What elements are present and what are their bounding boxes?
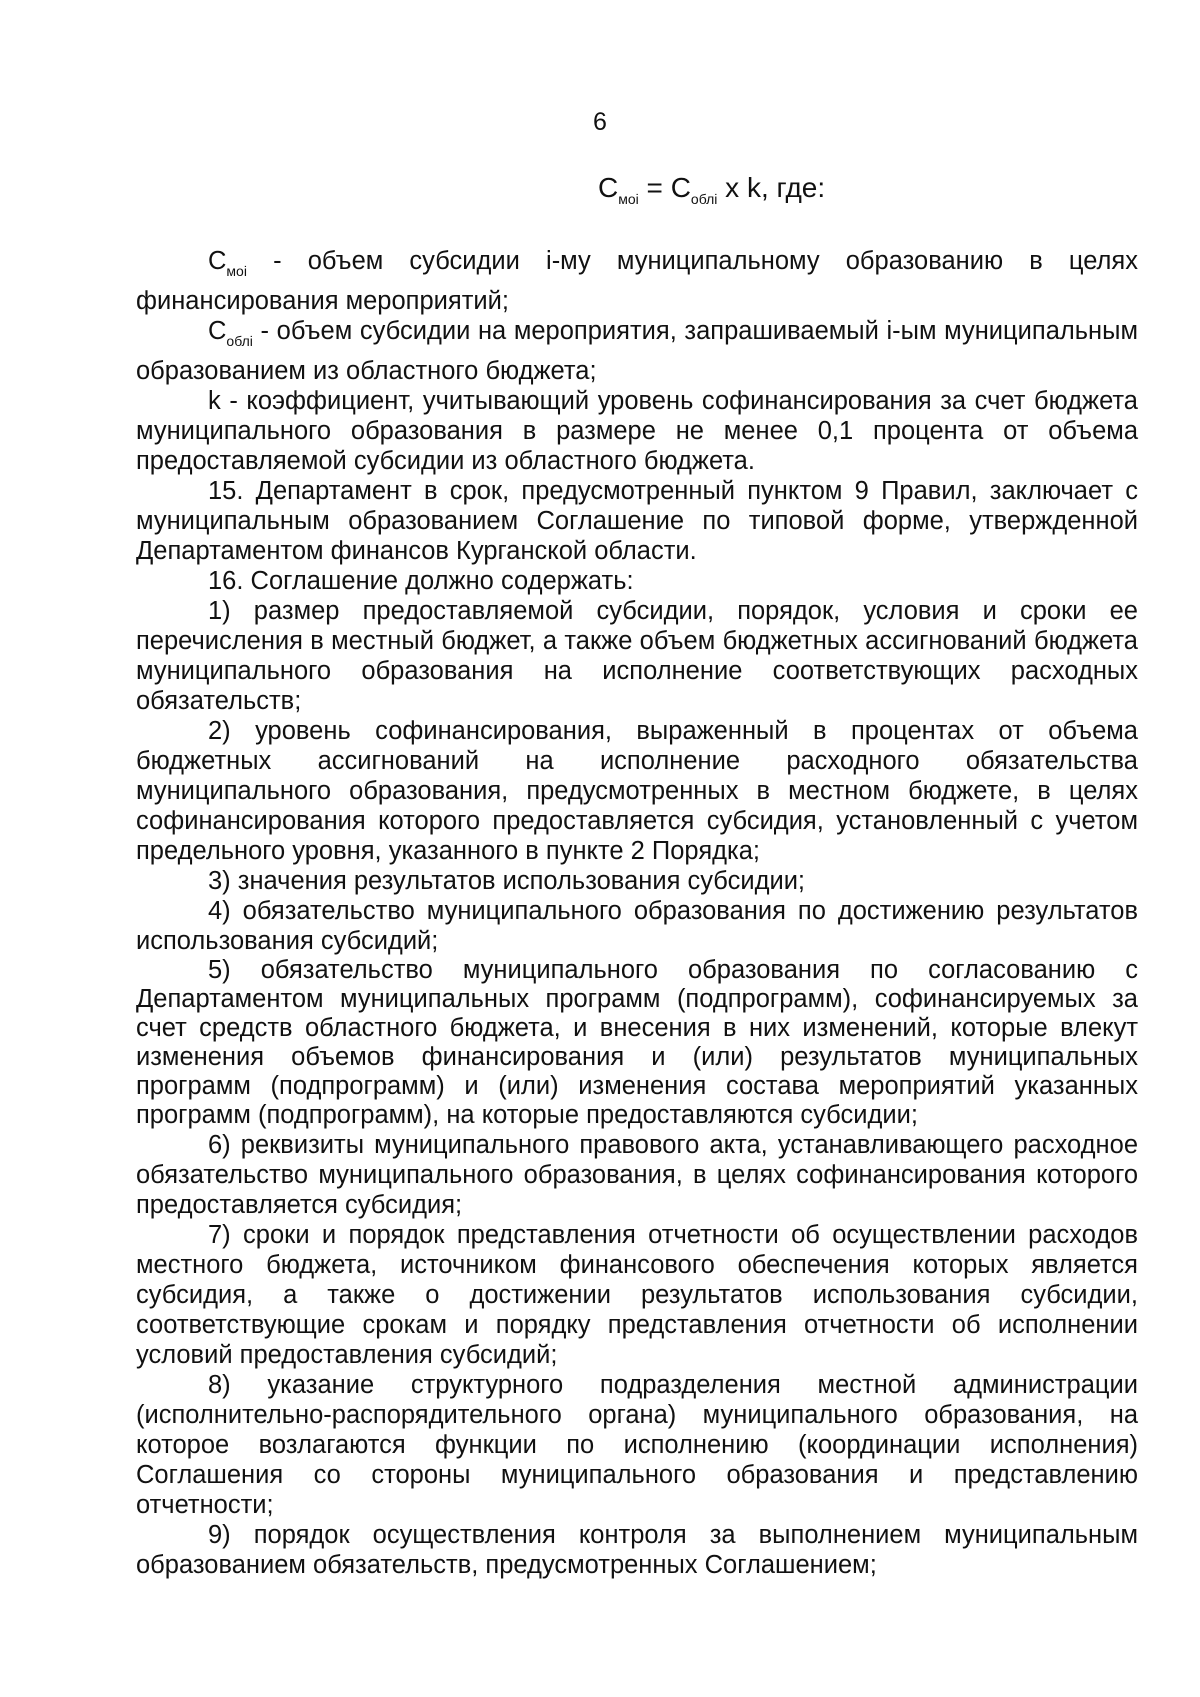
definition-symbol: C [208,247,227,275]
formula [598,172,825,207]
definition-text: - объем субсидии на мероприятия, запрашиваемый i-ым муниципальным образованием из областного бюджета; [136,317,1138,385]
list-item-9: 9) порядок осуществления контроля за выполнением муниципальным образованием обязательств, предусмотренных Соглашением; [136,1521,1138,1579]
list-item-2: 2) уровень софинансирования, выраженный в процентах от объема бюджетных ассигнований на исполнение расходного обязательства муниципального образования, предусмотренных в местном бюджете, в целях софинансирования которого предоставляется субсидия, установленный с учетом предельного уровня, указанного в пункте 2 Порядка; [136,717,1138,865]
definition-symbol: k [208,387,221,415]
list-item-1: 1) размер предоставляемой субсидии, порядок, условия и сроки ее перечисления в местный бюджет, а также объем бюджетных ассигнований бюджета муниципального образования на исполнение соответствующих расходных обязательств; [136,597,1138,715]
definition-text: - объем субсидии i-му муниципальному образованию в целях финансирования мероприятий; [136,247,1138,315]
formula-equals: = [638,172,671,203]
list-item-3: 3) значения результатов использования субсидии; [208,867,806,895]
formula-c-right: C [670,172,691,203]
definition-subscript: моі [226,263,247,279]
list-item-7: 7) сроки и порядок представления отчетности об осуществлении расходов местного бюджета, источником финансового обеспечения которых является субсидия, а также о достижении результатов использования субсидии, соответствующие срокам и порядку представления отчетности об исполнении условий предоставления субсидий; [136,1221,1138,1369]
list-item-4: 4) обязательство муниципального образования по достижению результатов использования субсидий; [136,897,1138,955]
definition-text: - коэффициент, учитывающий уровень софинансирования за счет бюджета муниципального образования в размере не менее 0,1 процента от объема предоставляемой субсидии из областного бюджета. [136,387,1138,475]
formula-left-subscript: моі [618,191,639,207]
formula-tail: x k, где: [717,172,826,203]
definition-k [136,386,1138,476]
formula-right-subscript: облі [690,191,718,207]
definition-c-obli [136,316,1138,386]
paragraph-15: 15. Департамент в срок, предусмотренный пунктом 9 Правил, заключает с муниципальным образованием Соглашение по типовой форме, утвержденной Департаментом финансов Курганской области. [136,477,1138,565]
document-body [136,246,1138,1580]
formula-c-left: C [598,172,619,203]
page-number: 6 [593,108,607,136]
list-item-5: 5) обязательство муниципального образования по согласованию с Департаментом муниципальных программ (подпрограмм), софинансируемых за счет средств областного бюджета, и внесения в них изменений, которые влекут изменения объемов финансирования и (или) результатов муниципальных программ (подпрограмм) и (или) изменения состава мероприятий указанных программ (подпрограмм), на которые предоставляются субсидии; [136,956,1138,1129]
definition-c-moi [136,246,1138,316]
list-item-8: 8) указание структурного подразделения местной администрации (исполнительно-распорядительного органа) муниципального образования, на которое возлагаются функции по исполнению (координации исполнения) Соглашения со стороны муниципального образования и представлению отчетности; [136,1371,1138,1519]
list-item-6: 6) реквизиты муниципального правового акта, устанавливающего расходное обязательство муниципального образования, в целях софинансирования которого предоставляется субсидия; [136,1131,1138,1219]
definition-subscript: облі [226,333,253,349]
paragraph-16: 16. Соглашение должно содержать: [208,567,634,595]
definition-symbol: C [208,317,227,345]
